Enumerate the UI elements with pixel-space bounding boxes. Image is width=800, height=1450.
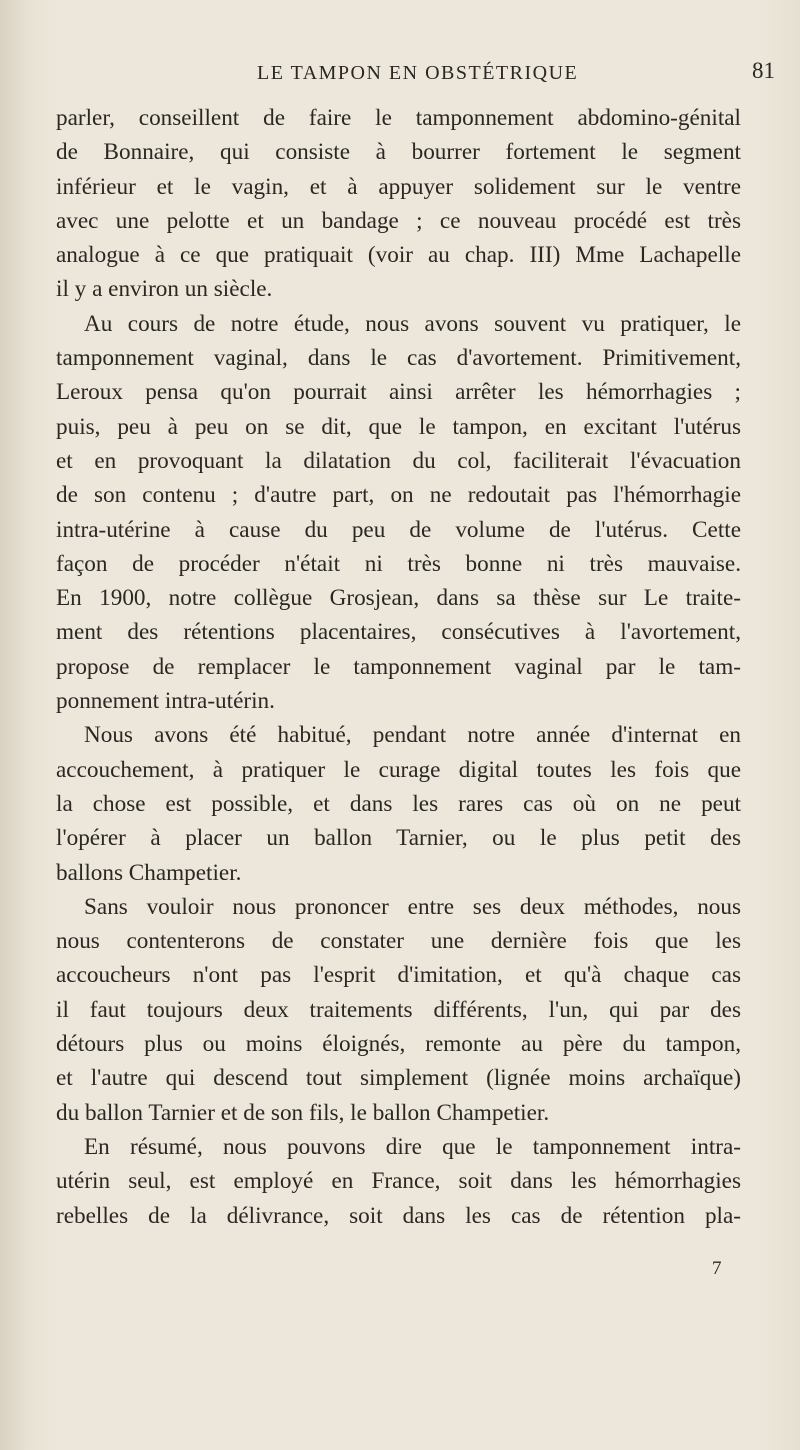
text-line: nous contenterons de constater une dernière fois que les [56,928,741,955]
text-line: intra-utérine à cause du peu de volume de l'utérus. Cette [56,516,741,543]
running-title: LE TAMPON EN OBSTÉTRIQUE [257,62,579,84]
text-line: Sans vouloir nous prononcer entre ses deux méthodes, nous [84,893,741,920]
text-line: il y a environ un siècle. [56,276,273,303]
text-line: de son contenu ; d'autre part, on ne redoutait pas l'hémorrhagie [56,482,741,509]
text-line: rebelles de la délivrance, soit dans les cas de rétention pla- [56,1202,741,1229]
text-line: analogue à ce que pratiquait (voir au chap. III) Mme Lachapelle [56,242,741,269]
text-line: ment des rétentions placentaires, consécutives à l'avortement, [56,619,741,646]
text-line: utérin seul, est employé en France, soit dans les hémorrhagies [56,1168,741,1195]
text-line: Au cours de notre étude, nous avons souvent vu pratiquer, le [84,310,741,337]
text-line: En 1900, notre collègue Grosjean, dans sa thèse sur Le traite- [56,585,741,612]
text-line: accouchement, à pratiquer le curage digital toutes les fois que [56,756,741,783]
text-line: détours plus ou moins éloignés, remonte au père du tampon, [56,1031,741,1058]
text-line: tamponnement vaginal, dans le cas d'avortement. Primitivement, [56,345,741,372]
text-line: l'opérer à placer un ballon Tarnier, ou le plus petit des [56,825,741,852]
text-line: Nous avons été habitué, pendant notre année d'internat en [84,722,741,749]
page-number: 81 [752,58,775,83]
text-line: façon de procéder n'était ni très bonne ni très mauvaise. [56,550,741,577]
body-text [56,101,741,1233]
text-line: propose de remplacer le tamponnement vaginal par le tam- [56,653,741,680]
text-line: puis, peu à peu on se dit, que le tampon, en excitant l'utérus [56,413,741,440]
text-line: avec une pelotte et un bandage ; ce nouveau procédé est très [56,207,741,234]
text-line: et en provoquant la dilatation du col, faciliterait l'évacuation [56,447,741,474]
text-line: du ballon Tarnier et de son fils, le ballon Champetier. [56,1099,550,1126]
text-line: la chose est possible, et dans les rares cas où on ne peut [56,790,741,817]
text-line: il faut toujours deux traitements différents, l'un, qui par des [56,996,741,1023]
text-line: inférieur et le vagin, et à appuyer solidement sur le ventre [56,173,741,200]
signature-mark: 7 [712,1258,722,1279]
text-line: et l'autre qui descend tout simplement (lignée moins archaïque) [56,1065,741,1092]
text-line: Leroux pensa qu'on pourrait ainsi arrêter les hémorrhagies ; [56,379,741,406]
text-line: accoucheurs n'ont pas l'esprit d'imitation, et qu'à chaque cas [56,962,741,989]
text-line: de Bonnaire, qui consiste à bourrer fortement le segment [56,139,741,166]
text-line: En résumé, nous pouvons dire que le tamponnement intra- [84,1133,741,1160]
text-line: ponnement intra-utérin. [56,688,275,715]
text-line: ballons Champetier. [56,859,242,886]
text-line: parler, conseillent de faire le tamponnement abdomino-génital [56,105,741,131]
